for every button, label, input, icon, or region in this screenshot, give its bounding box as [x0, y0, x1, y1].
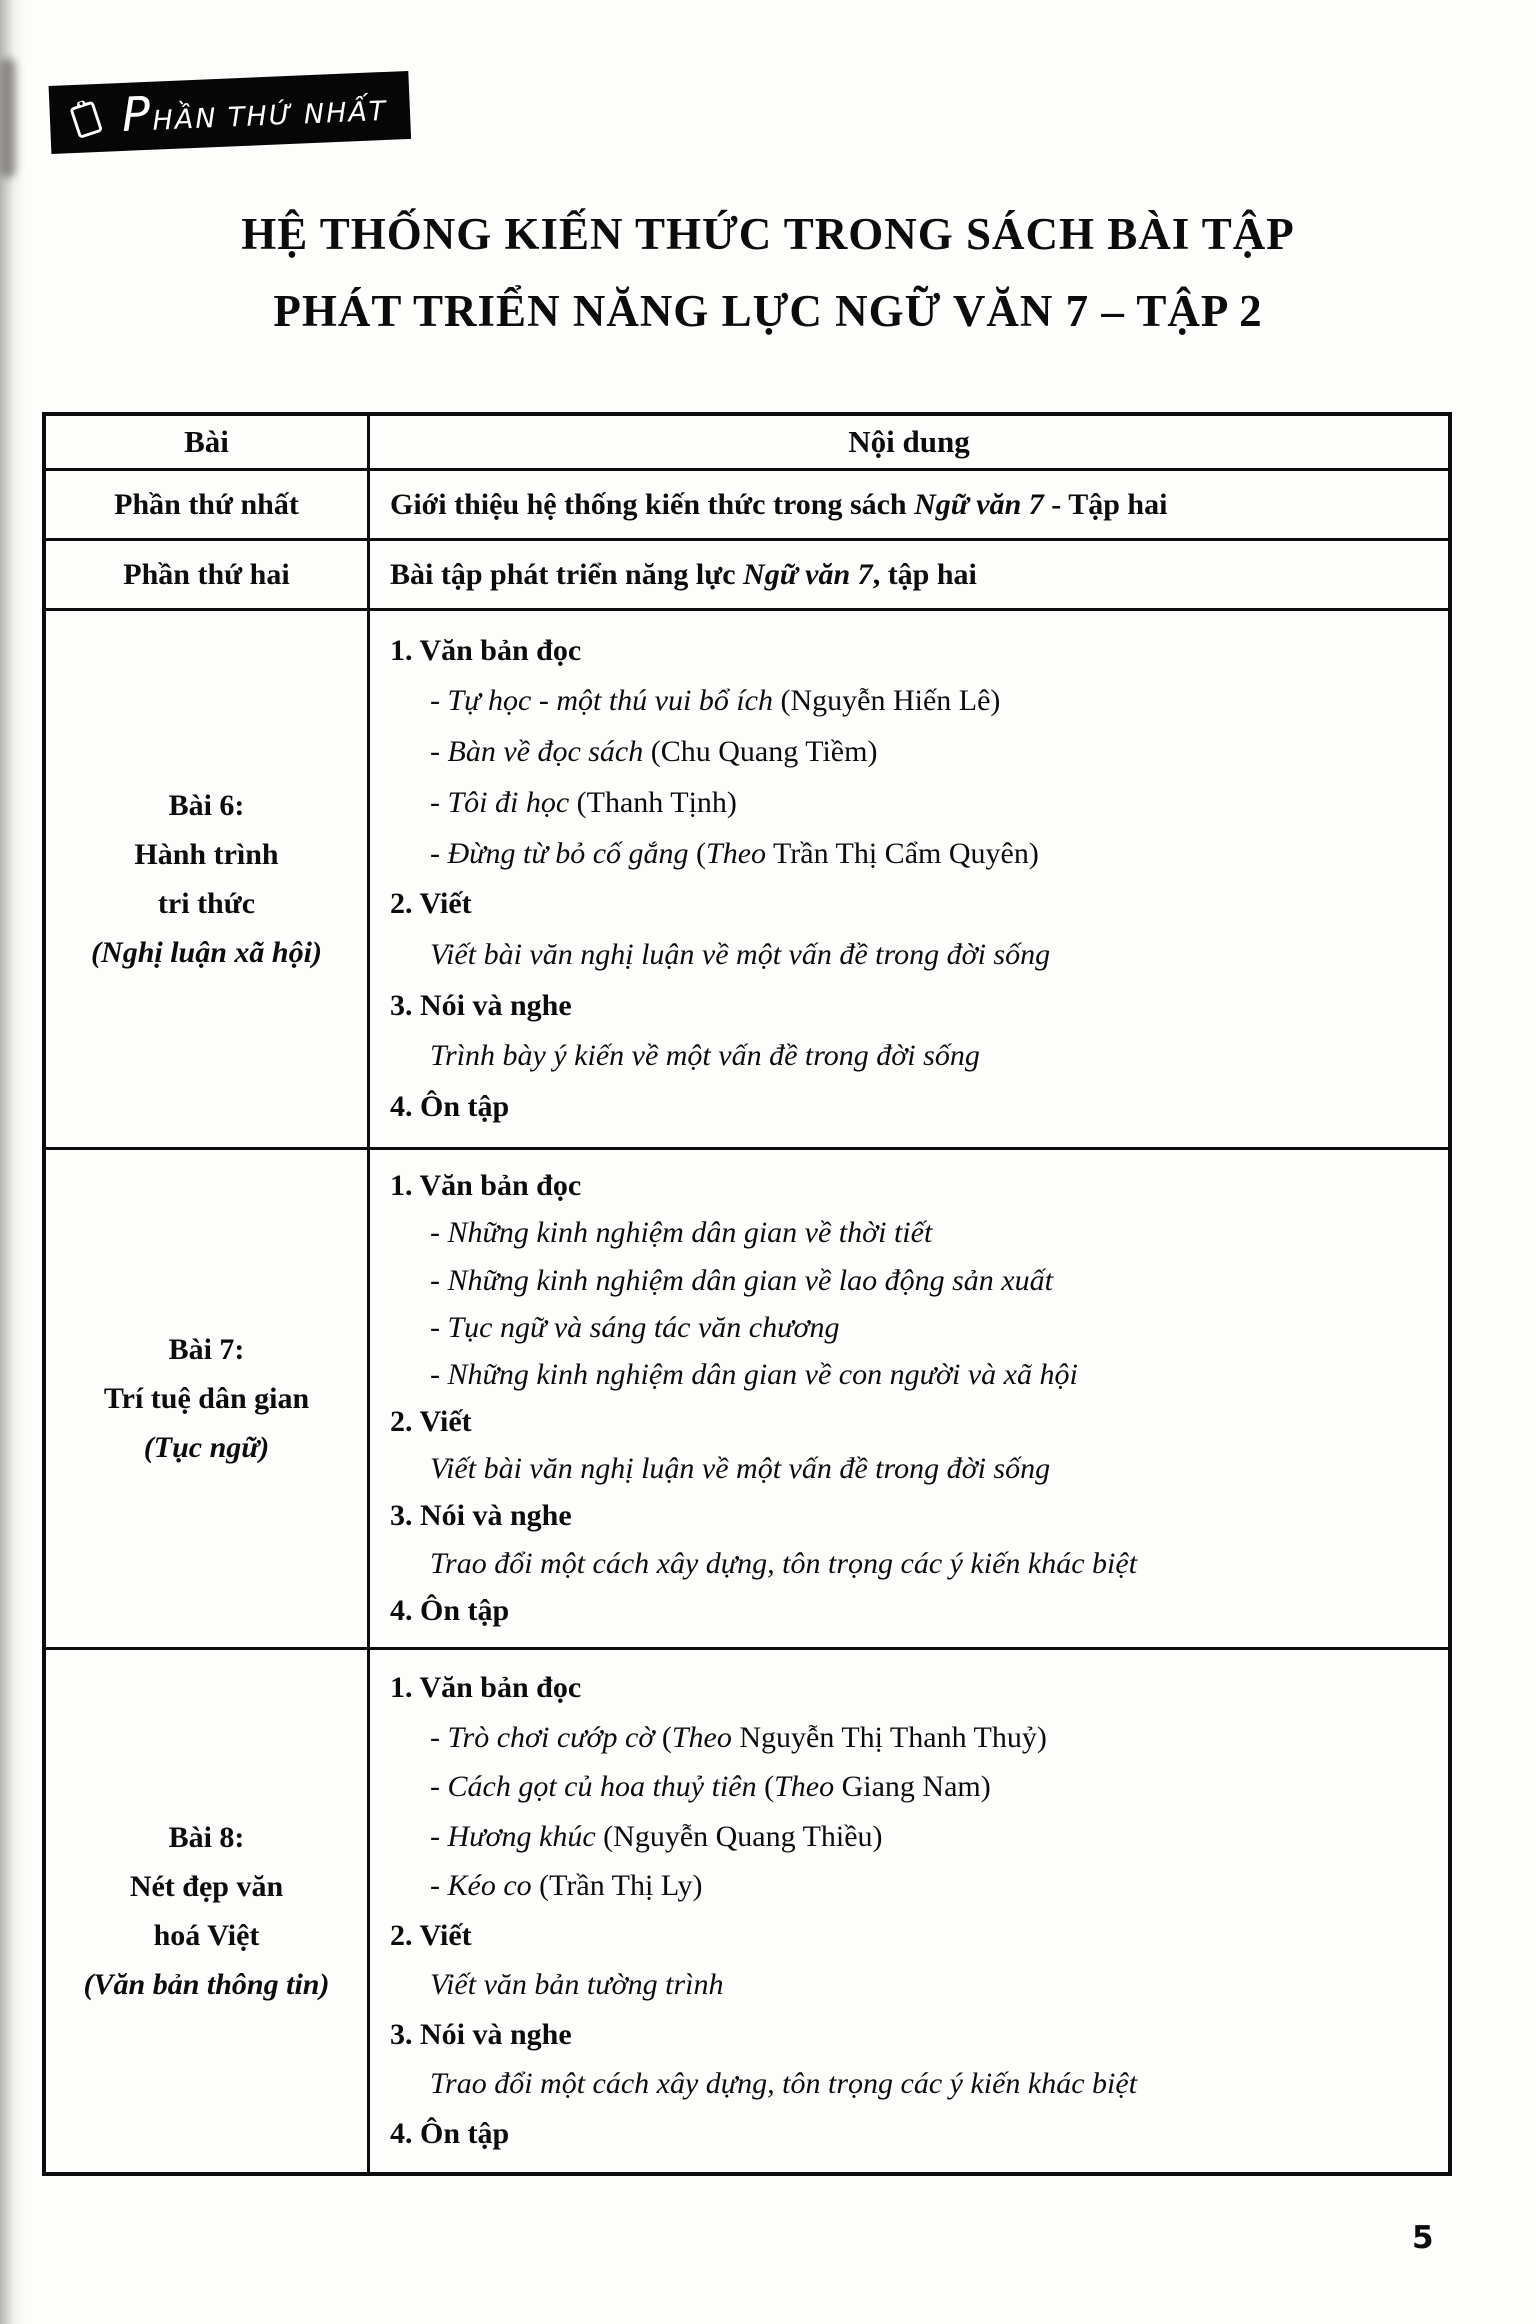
text-segment: Viết bài văn nghị luận về một vấn đề trong đời sống — [430, 938, 1051, 972]
lesson-content — [370, 1150, 1448, 1647]
text-segment: Trao đổi một cách xây dựng, tôn trọng các ý kiến khác biệt — [430, 1546, 1138, 1580]
text-segment: - Những kinh nghiệm dân gian về thời tiết — [430, 1216, 933, 1250]
text-line — [430, 1216, 1428, 1250]
text-segment: - Kéo co — [430, 1869, 540, 1903]
text-segment: (Tục ngữ) — [143, 1431, 270, 1464]
text-segment: Bài 7: — [168, 1333, 245, 1366]
text-segment: Trí tuệ dân gian — [103, 1382, 310, 1415]
row-content — [370, 541, 1448, 608]
text-segment: Viết văn bản tường trình — [430, 1968, 724, 2002]
text-segment: Giới thiệu hệ thống kiến thức trong sách — [390, 487, 915, 521]
text-segment: tri thức — [157, 887, 256, 920]
text-segment: Trình bày ý kiến về một vấn đề trong đời sống — [430, 1039, 980, 1073]
table-row-bai-6 — [46, 608, 1448, 1147]
section-badge-rest: HẦN THỨ NHẤT — [151, 95, 388, 137]
text-line — [390, 1594, 1428, 1628]
text-segment: - Tôi đi học — [430, 785, 577, 819]
text-segment: - Tập hai — [1043, 487, 1168, 521]
text-segment: Nguyễn Thị Thanh Thuỷ) — [731, 1720, 1047, 1754]
row-label: Phần thứ hai — [46, 541, 370, 608]
text-segment: (Trần Thị Ly) — [539, 1869, 703, 1903]
text-line — [154, 1911, 260, 1960]
text-segment: (Nguyễn Quang Thiều) — [603, 1819, 883, 1853]
text-line — [430, 938, 1428, 972]
text-line — [390, 887, 1428, 921]
column-header-bai: Bài — [46, 416, 370, 468]
table-row-phan-thu-nhat — [46, 468, 1448, 538]
text-line — [430, 684, 1428, 718]
lesson-content — [370, 1650, 1448, 2172]
text-segment: (Nghị luận xã hội) — [91, 936, 322, 969]
text-line — [430, 1547, 1428, 1581]
row-content — [370, 471, 1448, 538]
table-row-phan-thu-hai — [46, 538, 1448, 608]
table-header-row — [46, 416, 1448, 468]
text-segment: Theo — [671, 1720, 732, 1754]
text-line — [430, 1311, 1428, 1345]
text-segment: 4. Ôn tập — [390, 2116, 510, 2150]
text-segment: - Cách gọt củ hoa thuỷ tiên — [430, 1770, 765, 1804]
text-line — [430, 786, 1428, 820]
text-segment: ( — [764, 1770, 775, 1804]
text-segment: 2. Viết — [390, 1918, 472, 1952]
text-line — [430, 2067, 1428, 2101]
page-title — [0, 196, 1536, 350]
text-line — [390, 488, 1167, 522]
text-line — [430, 1869, 1428, 1903]
text-line — [390, 634, 1428, 668]
text-line — [130, 1862, 283, 1911]
text-segment: 3. Nói và nghe — [390, 988, 572, 1022]
text-segment: Theo — [774, 1770, 835, 1804]
text-line — [390, 558, 977, 592]
scan-smudge-artifact — [0, 58, 16, 178]
section-badge-label — [120, 80, 388, 143]
page-title-line2: PHÁT TRIỂN NĂNG LỰC NGỮ VĂN 7 – TẬP 2 — [273, 286, 1263, 336]
text-segment: Nét đẹp văn — [129, 1870, 284, 1903]
text-line — [390, 1090, 1428, 1124]
text-line — [430, 1358, 1428, 1392]
text-segment: ( — [661, 1720, 672, 1754]
text-line — [430, 1264, 1428, 1298]
table-row-bai-8 — [46, 1647, 1448, 2172]
section-badge — [49, 71, 412, 154]
text-segment: 4. Ôn tập — [390, 1090, 510, 1124]
text-line — [390, 2117, 1428, 2151]
text-segment: 3. Nói và nghe — [390, 2017, 572, 2051]
text-line — [430, 837, 1428, 871]
text-line — [169, 1325, 245, 1374]
text-segment: (Văn bản thông tin) — [83, 1968, 330, 2001]
text-segment: hoá Việt — [153, 1919, 260, 1952]
text-line — [91, 928, 322, 977]
text-line — [430, 1452, 1428, 1486]
text-segment: Viết bài văn nghị luận về một vấn đề trong đời sống — [430, 1452, 1051, 1486]
text-segment: Trao đổi một cách xây dựng, tôn trọng các ý kiến khác biệt — [430, 2067, 1138, 2101]
text-segment: ( — [696, 836, 707, 870]
text-segment: 4. Ôn tập — [390, 1593, 510, 1627]
text-line — [84, 1960, 330, 2009]
text-segment: Bài 6: — [168, 789, 245, 822]
column-header-noidung: Nội dung — [848, 424, 970, 459]
text-segment: Giang Nam) — [834, 1770, 991, 1804]
text-line — [390, 1671, 1428, 1705]
text-line — [430, 1721, 1428, 1755]
text-line — [390, 1499, 1428, 1533]
text-segment: Trần Thị Cẩm Quyên) — [766, 836, 1039, 870]
text-segment: 1. Văn bản đọc — [390, 1169, 582, 1203]
text-segment: Bài 8: — [168, 1821, 245, 1854]
text-line — [430, 1039, 1428, 1073]
text-segment: Theo — [706, 836, 767, 870]
text-segment: - Bàn về đọc sách — [430, 735, 651, 769]
lesson-label — [46, 1150, 370, 1647]
knowledge-table — [42, 412, 1452, 2176]
text-line — [158, 879, 255, 928]
page-title-line1: HỆ THỐNG KIẾN THỨC TRONG SÁCH BÀI TẬP — [241, 209, 1295, 259]
text-line — [430, 1820, 1428, 1854]
table-row-bai-7 — [46, 1147, 1448, 1647]
text-segment: - Những kinh nghiệm dân gian về con người và xã hội — [430, 1357, 1078, 1391]
text-line — [169, 781, 245, 830]
page-number: 5 — [1412, 2220, 1434, 2256]
text-segment: , tập hai — [872, 557, 977, 591]
text-line — [390, 2018, 1428, 2052]
text-segment: (Nguyễn Hiến Lê) — [780, 684, 1001, 718]
text-segment: - Hương khúc — [430, 1819, 604, 1853]
text-line — [390, 1405, 1428, 1439]
lesson-label — [46, 611, 370, 1147]
text-segment: Ngữ văn 7 — [914, 487, 1044, 521]
text-line — [104, 1374, 309, 1423]
text-segment: 3. Nói và nghe — [390, 1499, 572, 1533]
text-segment: - Tự học - một thú vui bổ ích — [430, 684, 781, 718]
text-line — [134, 830, 278, 879]
text-line — [430, 1770, 1428, 1804]
text-segment: - Tục ngữ và sáng tác văn chương — [430, 1310, 840, 1344]
text-segment: 2. Viết — [390, 1405, 472, 1439]
clipboard-icon — [63, 94, 111, 142]
text-line — [144, 1423, 269, 1472]
section-badge-initial: P — [120, 86, 154, 143]
text-segment: 1. Văn bản đọc — [390, 633, 582, 667]
text-segment: Hành trình — [134, 838, 279, 871]
text-line — [169, 1813, 245, 1862]
text-segment: - Đừng từ bỏ cố gắng — [430, 836, 697, 870]
text-segment: 1. Văn bản đọc — [390, 1671, 582, 1705]
text-segment: Bài tập phát triển năng lực — [390, 557, 744, 591]
lesson-label — [46, 1650, 370, 2172]
text-line — [390, 989, 1428, 1023]
text-segment: Ngữ văn 7 — [743, 557, 873, 591]
lesson-content — [370, 611, 1448, 1147]
text-segment: 2. Viết — [390, 887, 472, 921]
text-segment: - Trò chơi cướp cờ — [430, 1720, 662, 1754]
row-label: Phần thứ nhất — [46, 471, 370, 538]
text-line — [430, 735, 1428, 769]
text-segment: (Chu Quang Tiềm) — [650, 735, 878, 769]
text-line — [390, 1919, 1428, 1953]
text-segment: (Thanh Tịnh) — [576, 785, 737, 819]
text-line — [390, 1169, 1428, 1203]
text-line — [430, 1968, 1428, 2002]
text-segment: - Những kinh nghiệm dân gian về lao động sản xuất — [430, 1263, 1053, 1297]
